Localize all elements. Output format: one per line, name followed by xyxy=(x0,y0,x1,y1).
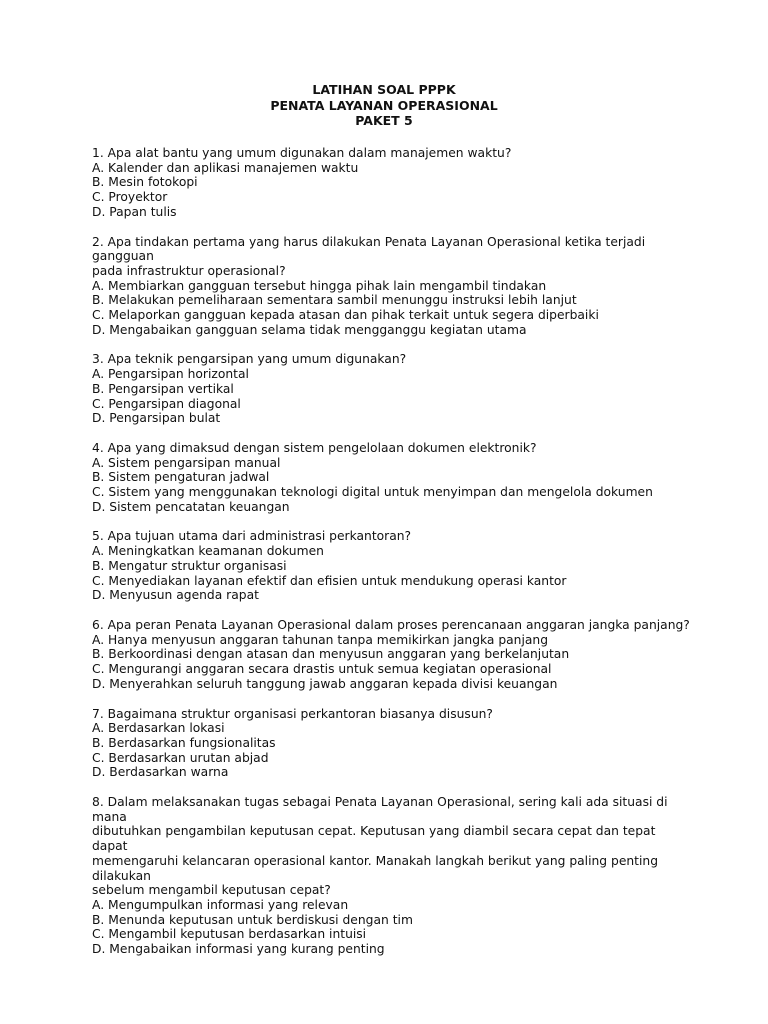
question-text: 5. Apa tujuan utama dari administrasi perkantoran? xyxy=(92,529,412,544)
option-a: A. Pengarsipan horizontal xyxy=(92,367,249,382)
option-c: C. Mengambil keputusan berdasarkan intuisi xyxy=(92,927,367,942)
question-7 xyxy=(92,707,692,781)
document-subtitle: PENATA LAYANAN OPERASIONAL xyxy=(270,97,498,113)
option-a: A. Hanya menyusun anggaran tahunan tanpa memikirkan jangka panjang xyxy=(92,632,549,647)
question-2 xyxy=(92,235,692,338)
option-b: B. Melakukan pemeliharaan sementara sambil menunggu instruksi lebih lanjut xyxy=(92,293,577,308)
option-d: D. Mengabaikan gangguan selama tidak mengganggu kegiatan utama xyxy=(92,322,527,337)
document-title: LATIHAN SOAL PPPK xyxy=(312,82,456,97)
option-a: A. Berdasarkan lokasi xyxy=(92,721,225,736)
question-list xyxy=(92,146,692,972)
option-c: C. Berdasarkan urutan abjad xyxy=(92,750,269,765)
question-text: 8. Dalam melaksanakan tugas sebagai Penata Layanan Operasional, sering kali ada situasi di mana dibutuhkan pengambilan keputusan cepat. Keputusan yang diambil secara cepat dan tepat dapat memengaruhi kelancaran operasional kantor. Manakah langkah berikut yang paling penting dilakukan sebelum mengambil keputusan cepat? xyxy=(92,795,668,898)
question-text: 2. Apa tindakan pertama yang harus dilakukan Penata Layanan Operasional ketika terjadi gangguan pada infrastruktur operasional? xyxy=(92,234,646,278)
option-b: B. Menunda keputusan untuk berdiskusi dengan tim xyxy=(92,912,413,927)
option-a: A. Mengumpulkan informasi yang relevan xyxy=(92,897,349,912)
option-d: D. Menyerahkan seluruh tanggung jawab anggaran kepada divisi keuangan xyxy=(92,676,558,691)
option-d: D. Menyusun agenda rapat xyxy=(92,588,259,603)
question-1 xyxy=(92,146,692,220)
question-4 xyxy=(92,441,692,515)
option-a: A. Meningkatkan keamanan dokumen xyxy=(92,544,324,559)
document-header xyxy=(0,82,768,129)
option-d: D. Mengabaikan informasi yang kurang penting xyxy=(92,942,385,957)
option-b: B. Sistem pengaturan jadwal xyxy=(92,470,270,485)
option-c: C. Pengarsipan diagonal xyxy=(92,396,241,411)
option-d: D. Sistem pencatatan keuangan xyxy=(92,499,290,514)
question-5 xyxy=(92,529,692,603)
option-b: B. Mengatur struktur organisasi xyxy=(92,558,287,573)
option-c: C. Sistem yang menggunakan teknologi digital untuk menyimpan dan mengelola dokumen xyxy=(92,485,653,500)
option-c: C. Mengurangi anggaran secara drastis untuk semua kegiatan operasional xyxy=(92,662,552,677)
option-d: D. Pengarsipan bulat xyxy=(92,411,221,426)
option-d: D. Berdasarkan warna xyxy=(92,765,229,780)
question-3 xyxy=(92,352,692,426)
question-text: 1. Apa alat bantu yang umum digunakan dalam manajemen waktu? xyxy=(92,146,512,160)
question-text: 3. Apa teknik pengarsipan yang umum digunakan? xyxy=(92,352,407,367)
option-b: B. Pengarsipan vertikal xyxy=(92,381,234,396)
question-6 xyxy=(92,618,692,692)
option-b: B. Mesin fotokopi xyxy=(92,175,198,190)
option-c: C. Melaporkan gangguan kepada atasan dan pihak terkait untuk segera diperbaiki xyxy=(92,308,599,323)
question-text: 6. Apa peran Penata Layanan Operasional dalam proses perencanaan anggaran jangka panjang? xyxy=(92,617,690,632)
question-8 xyxy=(92,795,692,957)
question-text: 7. Bagaimana struktur organisasi perkantoran biasanya disusun? xyxy=(92,706,493,721)
package-label: PAKET 5 xyxy=(355,113,413,128)
option-c: C. Menyediakan layanan efektif dan efisien untuk mendukung operasi kantor xyxy=(92,573,567,588)
option-c: C. Proyektor xyxy=(92,190,168,205)
option-b: B. Berkoordinasi dengan atasan dan menyusun anggaran yang berkelanjutan xyxy=(92,647,570,662)
option-d: D. Papan tulis xyxy=(92,204,177,219)
option-a: A. Membiarkan gangguan tersebut hingga pihak lain mengambil tindakan xyxy=(92,278,547,293)
option-a: A. Sistem pengarsipan manual xyxy=(92,455,281,470)
option-b: B. Berdasarkan fungsionalitas xyxy=(92,735,276,750)
option-a: A. Kalender dan aplikasi manajemen waktu xyxy=(92,160,359,175)
question-text: 4. Apa yang dimaksud dengan sistem pengelolaan dokumen elektronik? xyxy=(92,440,537,455)
